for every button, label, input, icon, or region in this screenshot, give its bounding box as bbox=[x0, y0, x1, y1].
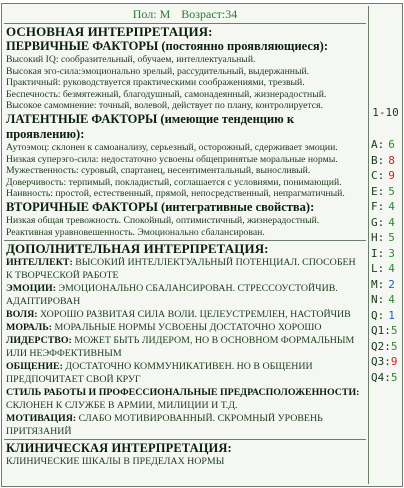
scale-value: 5 bbox=[388, 231, 395, 244]
scale-row bbox=[371, 293, 401, 307]
sex-label: Пол: М bbox=[132, 7, 171, 21]
scale-value: 5 bbox=[388, 184, 395, 198]
clinical-interpretation-section bbox=[4, 440, 366, 469]
scale-row bbox=[371, 340, 401, 354]
scale-row bbox=[371, 231, 401, 245]
scale-value: 6 bbox=[388, 138, 395, 151]
age-label: Возраст:34 bbox=[181, 7, 238, 21]
scale-factor: E: bbox=[371, 184, 385, 198]
additional-interpretation-title: ДОПОЛНИТЕЛЬНАЯ ИНТЕРПРЕТАЦИЯ: bbox=[6, 241, 269, 257]
scale-row bbox=[371, 355, 401, 369]
item-text: ЭМОЦИОНАЛЬНО СБАЛАНСИРОВАН. СТРЕССОУСТОЙЧИВ. АДАПТИРОВАН bbox=[6, 283, 338, 308]
main-interpretation-section bbox=[4, 24, 366, 241]
additional-item bbox=[6, 360, 364, 386]
latent-factors-heading: ЛАТЕНТНЫЕ ФАКТОРЫ (имеющие тенденцию к bbox=[6, 111, 295, 126]
additional-item bbox=[6, 412, 364, 438]
item-label: ЭМОЦИИ: bbox=[6, 283, 57, 295]
additional-item bbox=[6, 334, 364, 360]
scale-factor: Q: bbox=[371, 308, 385, 322]
scale-value: 4 bbox=[388, 200, 395, 213]
secondary-line: Низкая общая тревожность. Спокойный, оптимистичный, жизнерадостный. bbox=[6, 214, 320, 226]
item-text: МОЖЕТ БЫТЬ ЛИДЕРОМ, НО В ОСНОВНОМ ФОРМАЛЬНЫМ ИЛИ НЕЭФФЕКТИВНЫМ bbox=[6, 335, 355, 360]
scale-factor: I: bbox=[371, 246, 385, 260]
additional-item bbox=[6, 308, 364, 321]
item-label: СТИЛЬ РАБОТЫ И ПРОФЕССИОНАЛЬНЫЕ ПРЕДРАСПОЛОЖЕННОСТИ: bbox=[6, 387, 360, 399]
latent-factors-heading-cont: проявлению): bbox=[6, 126, 85, 141]
patient-header bbox=[4, 6, 366, 24]
scale-factor: F: bbox=[371, 200, 385, 213]
scale-row bbox=[371, 154, 401, 168]
interpretation-panel bbox=[4, 6, 366, 484]
clinical-interpretation-title: КЛИНИЧЕСКАЯ ИНТЕРПРЕТАЦИЯ: bbox=[6, 441, 232, 456]
additional-interpretation-section bbox=[4, 241, 366, 440]
scale-row bbox=[371, 200, 401, 214]
secondary-factors-heading: ВТОРИЧНЫЕ ФАКТОРЫ (интегративные свойства): bbox=[6, 199, 315, 214]
item-label: ЛИДЕРСТВО: bbox=[6, 335, 72, 347]
scale-factor: A: bbox=[371, 138, 385, 151]
scale-factor: M: bbox=[371, 277, 385, 291]
latent-line: Наивность: простой, естественный, прямой, непосредственный, непрагматичный. bbox=[6, 188, 345, 200]
latent-line: Мужественность: суровый, спартанец, несентиментальный, выносливый. bbox=[6, 165, 311, 177]
scale-value: 4 bbox=[388, 262, 395, 275]
scale-value: 1 bbox=[388, 308, 395, 322]
primary-line: Высокое самомнение: точный, волевой, действует по плану, контролируется. bbox=[6, 100, 323, 112]
scale-value: 5 bbox=[390, 324, 398, 337]
scale-factor: Q4: bbox=[371, 370, 391, 384]
item-text: СКЛОНЕН К СЛУЖБЕ В АРМИИ, МИЛИЦИИ И Т.Д. bbox=[6, 400, 238, 412]
scale-factor: Q1: bbox=[371, 324, 391, 337]
primary-factors-heading: ПЕРВИЧНЫЕ ФАКТОРЫ (постоянно проявляющиеся): bbox=[6, 39, 328, 53]
scale-factor: L: bbox=[371, 262, 385, 275]
primary-line: Высокая эго-сила:эмоционально зрелый, рассудительный, выдержанный. bbox=[6, 65, 310, 77]
main-interpretation-title: ОСНОВНАЯ ИНТЕРПРЕТАЦИЯ: bbox=[6, 24, 213, 39]
latent-line: Низкая суперэго-сила: недостаточно усвоены общепринятые моральные нормы. bbox=[6, 153, 338, 165]
primary-line: Беспечность: безмятежный, благодушный, самонадеянный, жизнерадостный. bbox=[6, 88, 327, 100]
scale-value: 5 bbox=[390, 370, 398, 384]
latent-line: Аутоэмоц: склонен к самоанализу, серьезный, осторожный, сдерживает эмоции. bbox=[6, 141, 338, 153]
scale-value: 3 bbox=[388, 246, 395, 260]
primary-line: Высокий IQ: сообразительный, обучаем, интеллектуальный. bbox=[6, 54, 256, 65]
scale-factor: B: bbox=[371, 153, 385, 167]
scale-factor: N: bbox=[371, 293, 385, 306]
scale-value: 4 bbox=[388, 293, 395, 306]
scale-row bbox=[371, 262, 401, 276]
scale-value: 9 bbox=[388, 169, 395, 182]
latent-line: Доверчивость: терпимый, покладистый, соглашается с условиями, понимающий. bbox=[6, 176, 342, 188]
item-text: ВЫСОКИЙ ИНТЕЛЛЕКТУАЛЬНЫЙ ПОТЕНЦИАЛ. СПОСОБЕН К ТВОРЧЕСКОЙ РАБОТЕ bbox=[6, 257, 356, 282]
scale-value: 8 bbox=[388, 153, 395, 167]
scale-factor: Q2: bbox=[371, 339, 391, 353]
scale-row bbox=[371, 278, 401, 292]
scale-factor: Q3: bbox=[371, 355, 391, 368]
scale-value: 2 bbox=[388, 277, 395, 291]
additional-item bbox=[6, 256, 364, 282]
item-label: ВОЛЯ: bbox=[6, 309, 38, 321]
secondary-line: Реактивная уравновешенность. Эмоционально сбалансирован. bbox=[6, 226, 265, 238]
scale-row bbox=[371, 216, 401, 230]
scale-value: 9 bbox=[390, 355, 398, 368]
primary-line: Практичный: руководствуется практическими соображениями, трезвый. bbox=[6, 77, 305, 89]
scale-panel bbox=[368, 6, 402, 484]
scale-row bbox=[371, 324, 401, 338]
scale-range-label: 1-10 bbox=[372, 106, 399, 119]
scale-factor: G: bbox=[371, 215, 385, 229]
scale-row bbox=[371, 309, 401, 323]
scale-row bbox=[371, 169, 401, 183]
item-label: ОБЩЕНИЕ: bbox=[6, 361, 63, 373]
scale-row bbox=[371, 371, 401, 385]
additional-item bbox=[6, 282, 364, 308]
clinical-text: КЛИНИЧЕСКИЕ ШКАЛЫ В ПРЕДЕЛАХ НОРМЫ bbox=[6, 456, 225, 468]
scale-factor: H: bbox=[371, 231, 385, 244]
item-text: ХОРОШО РАЗВИТАЯ СИЛА ВОЛИ. ЦЕЛЕУСТРЕМЛЕН, НАСТОЙЧИВ bbox=[40, 309, 351, 321]
item-label: МОРАЛЬ: bbox=[6, 322, 53, 334]
additional-item bbox=[6, 386, 364, 412]
scale-value: 4 bbox=[388, 215, 395, 229]
item-text: СЛАБО МОТИВИРОВАННЫЙ. СКРОМНЫЙ УРОВЕНЬ ПРИТЯЗАНИЙ bbox=[6, 413, 323, 438]
scale-row bbox=[371, 138, 401, 152]
scale-row bbox=[371, 185, 401, 199]
item-label: ИНТЕЛЛЕКТ: bbox=[6, 257, 73, 269]
item-text: МОРАЛЬНЫЕ НОРМЫ УСВОЕНЫ ДОСТАТОЧНО ХОРОШО bbox=[54, 322, 322, 334]
item-label: МОТИВАЦИЯ: bbox=[6, 413, 77, 425]
scale-row bbox=[371, 247, 401, 261]
scale-value: 5 bbox=[390, 339, 398, 353]
additional-item bbox=[6, 321, 364, 334]
item-text: ДОСТАТОЧНО КОММУНИКАТИВЕН. НО В ОБЩЕНИИ ПРЕДПОЧИТАЕТ СВОЙ КРУГ bbox=[6, 361, 313, 386]
scale-factor: C: bbox=[371, 169, 385, 182]
report-window bbox=[1, 3, 403, 487]
